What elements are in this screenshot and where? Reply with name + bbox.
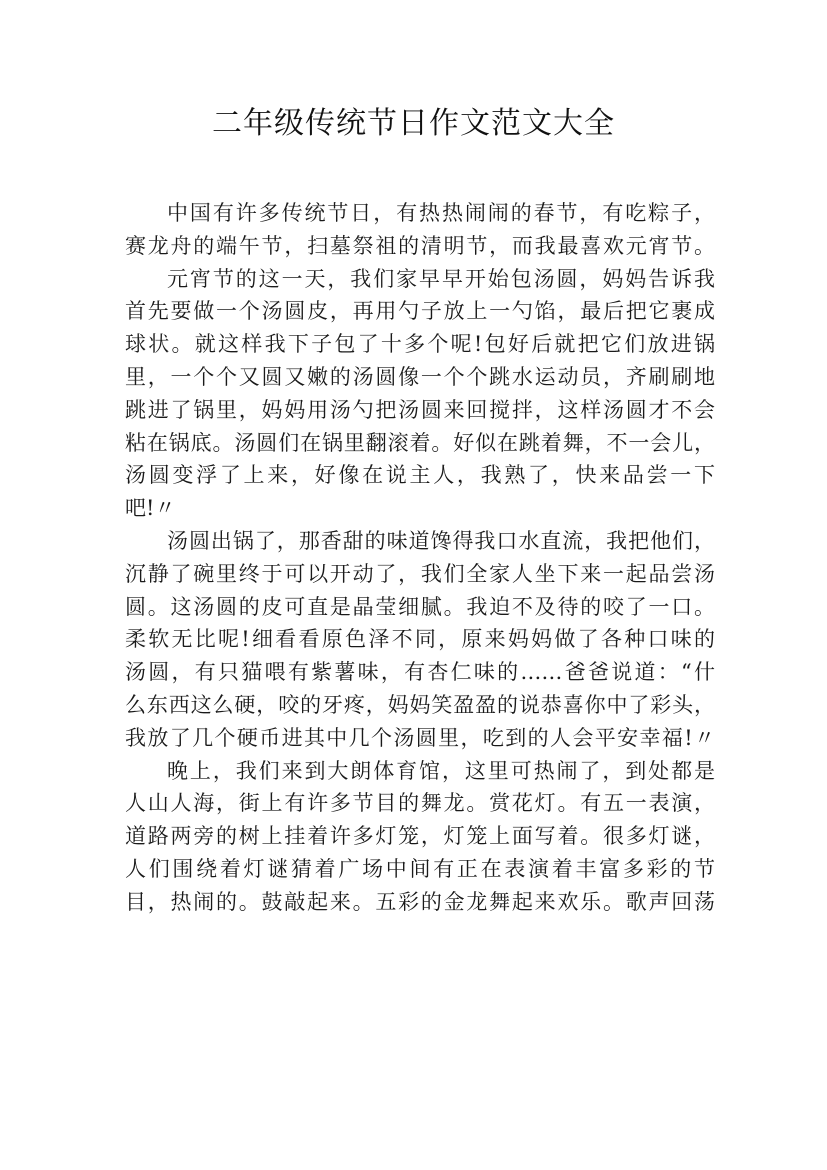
- text-line: 赛龙舟的端午节，扫墓祭祖的清明节，而我最喜欢元宵节。: [125, 233, 715, 258]
- text-line: 沉静了碗里终于可以开动了，我们全家人坐下来一起品尝汤: [125, 561, 715, 586]
- text-line: 我放了几个硬币进其中几个汤圆里，吃到的人会平安幸福!〃: [125, 725, 715, 750]
- text-line: 首先要做一个汤圆皮，再用勺子放上一勺馅，最后把它裹成: [125, 299, 715, 324]
- text-line: 么东西这么硬，咬的牙疼，妈妈笑盈盈的说恭喜你中了彩头，: [125, 692, 715, 717]
- text-line: 里，一个个又圆又嫩的汤圆像一个个跳水运动员，齐刷刷地: [125, 364, 715, 389]
- text-line: 汤圆，有只猫喂有紫薯味，有杏仁味的……爸爸说道：“什: [125, 660, 715, 685]
- text-line: 球状。就这样我下子包了十多个呢!包好后就把它们放进锅: [125, 332, 715, 357]
- text-line: 吧!〃: [125, 496, 176, 521]
- text-line: 柔软无比呢!细看看原色泽不同，原来妈妈做了各种口味的: [125, 627, 715, 652]
- text-line: 目，热闹的。鼓敲起来。五彩的金龙舞起来欢乐。歌声回荡: [125, 889, 715, 914]
- text-line: 汤圆出锅了，那香甜的味道馋得我口水直流，我把他们，: [167, 528, 715, 553]
- text-line: 人山人海，街上有许多节目的舞龙。赏花灯。有五一表演，: [125, 791, 715, 816]
- text-line: 道路两旁的树上挂着许多灯笼，灯笼上面写着。很多灯谜，: [125, 824, 715, 849]
- text-line: 圆。这汤圆的皮可直是晶莹细腻。我迫不及待的咬了一口。: [125, 594, 715, 619]
- text-line: 晚上，我们来到大朗体育馆，这里可热闹了，到处都是: [167, 758, 715, 783]
- document-body: [125, 197, 715, 919]
- text-line: 中国有许多传统节日，有热热闹闹的春节，有吃粽子，: [167, 201, 715, 225]
- text-line: 人们围绕着灯谜猜着广场中间有正在表演着丰富多彩的节: [125, 856, 715, 881]
- text-line: 跳进了锅里，妈妈用汤勺把汤圆来回搅拌，这样汤圆才不会: [125, 397, 715, 422]
- text-line: 元宵节的这一天，我们家早早开始包汤圆，妈妈告诉我: [167, 266, 715, 291]
- text-line: 粘在锅底。汤圆们在锅里翻滚着。好似在跳着舞，不一会儿，: [125, 430, 715, 455]
- text-line: 汤圆变浮了上来，好像在说主人，我熟了，快来品尝一下: [125, 463, 715, 488]
- document-title: 二年级传统节日作文范文大全: [212, 106, 615, 141]
